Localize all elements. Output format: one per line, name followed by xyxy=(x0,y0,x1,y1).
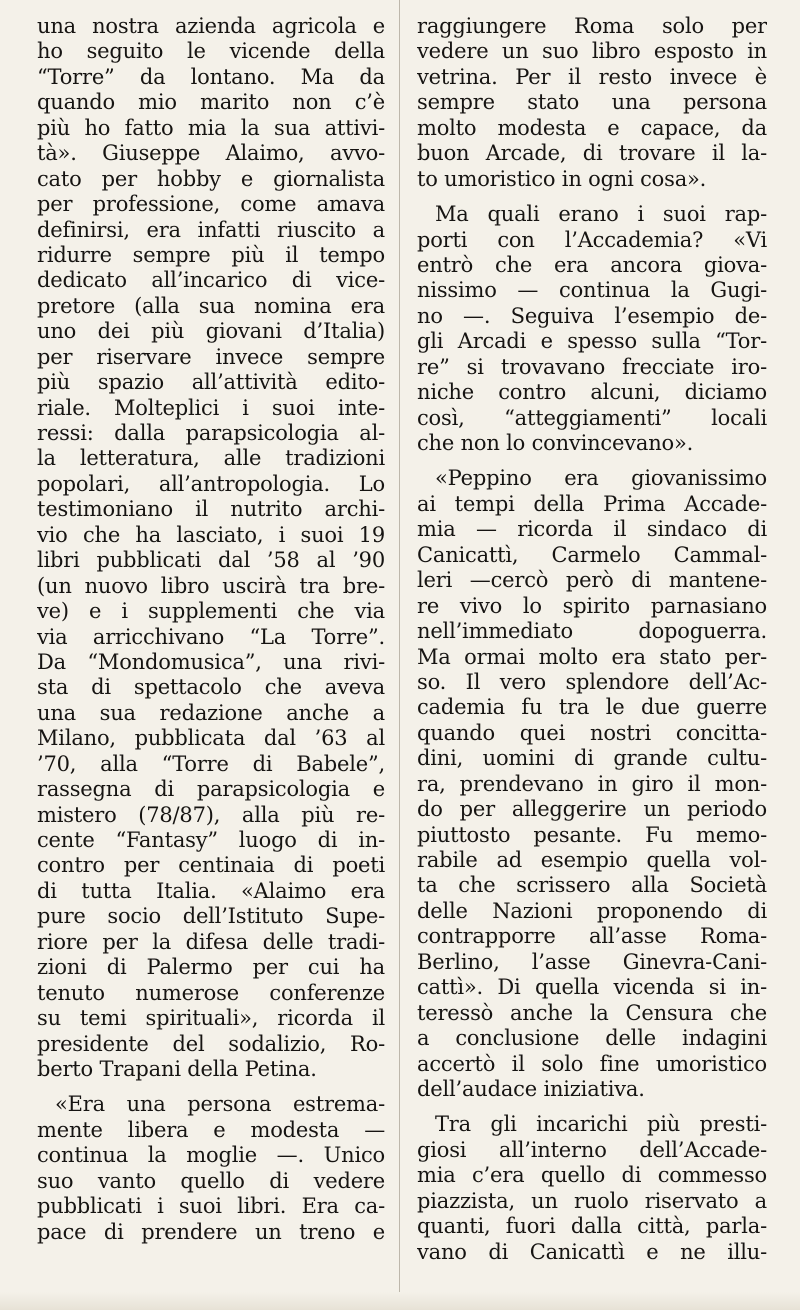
text-line: la letteratura, alle tradizioni xyxy=(37,446,385,471)
text-line: ai tempi della Prima Accade- xyxy=(417,491,767,516)
text-line: molto modesta e capace, da xyxy=(417,115,767,140)
text-line: Tra gli incarichi più presti- xyxy=(435,1112,767,1137)
text-line: giosi all’interno dell’Accade- xyxy=(417,1137,767,1162)
text-line: per riservare invece sempre xyxy=(37,344,385,369)
text-line: contrapporre all’asse Roma- xyxy=(417,924,767,949)
text-line: definirsi, era infatti riuscito a xyxy=(37,217,385,242)
text-line: una nostra azienda agricola e xyxy=(37,14,385,38)
right-column xyxy=(417,14,767,1265)
text-line: sta di spettacolo che aveva xyxy=(37,675,385,700)
text-line: Ma quali erano i suoi rap- xyxy=(435,202,767,227)
text-line: quando mio marito non c’è xyxy=(37,90,385,115)
text-line: ridurre sempre più il tempo xyxy=(37,242,385,267)
text-line: (un nuovo libro uscirà tra bre- xyxy=(37,573,385,598)
text-line: to umoristico in ogni cosa». xyxy=(417,166,707,191)
text-line: Milano, pubblicata dal ’63 al xyxy=(37,726,385,751)
text-line: niche contro alcuni, diciamo xyxy=(417,380,767,405)
text-line: ta che scrissero alla Società xyxy=(417,873,767,898)
text-line: più spazio all’attività edito- xyxy=(37,370,385,395)
text-line: leri —cercò però di mantene- xyxy=(417,568,767,593)
text-line: tà». Giuseppe Alaimo, avvo- xyxy=(37,141,385,166)
text-line: via arricchivano “La Torre”. xyxy=(37,624,385,649)
text-line: testimoniano il nutrito archi- xyxy=(37,497,385,522)
text-line: presidente del sodalizio, Ro- xyxy=(37,1031,385,1056)
text-line: delle Nazioni proponendo di xyxy=(417,898,767,923)
text-line: su temi spirituali», ricorda il xyxy=(37,1006,385,1031)
text-line: zioni di Palermo per cui ha xyxy=(37,955,385,980)
text-line: «Peppino era giovanissimo xyxy=(435,466,767,491)
text-line: dell’audace iniziativa. xyxy=(417,1076,645,1101)
text-line: suo vanto quello di vedere xyxy=(37,1168,385,1193)
text-line: mia c’era quello di commesso xyxy=(417,1163,767,1188)
text-line: cademia fu tra le due guerre xyxy=(417,695,767,720)
text-line: quando quei nostri concitta- xyxy=(417,720,767,745)
text-line: Ma ormai molto era stato per- xyxy=(417,644,767,669)
text-line: berto Trapani della Petina. xyxy=(37,1056,317,1081)
text-line: pretore (alla sua nomina era xyxy=(37,293,385,318)
text-line: continua la moglie —. Unico xyxy=(37,1143,385,1168)
text-line: quanti, fuori dalla città, parla- xyxy=(417,1214,767,1239)
paragraph-gap xyxy=(417,456,767,466)
column-divider xyxy=(399,0,400,1310)
text-line: Da “Mondomusica”, una rivi- xyxy=(37,649,385,674)
text-line: pure socio dell’Istituto Supe- xyxy=(37,904,385,929)
text-line: rassegna di parapsicologia e xyxy=(37,777,385,802)
text-line: vano di Canicattì e ne illu- xyxy=(417,1239,767,1264)
text-line: pace di prendere un treno e xyxy=(37,1219,385,1244)
text-line: nissimo — continua la Gugi- xyxy=(417,278,767,303)
text-line: cente “Fantasy” luogo di in- xyxy=(37,828,385,852)
text-line: cattì». Di quella vicenda si in- xyxy=(417,975,767,1000)
text-line: che non lo convincevano». xyxy=(417,431,694,455)
text-line: porti con l’Accademia? «Vi xyxy=(417,227,767,252)
left-column xyxy=(37,14,385,1245)
text-line: pubblicati i suoi libri. Era ca- xyxy=(37,1194,385,1219)
text-line: Berlino, l’asse Ginevra-Cani- xyxy=(417,949,767,974)
text-line: nell’immediato dopoguerra. xyxy=(417,619,767,644)
text-line: teressò anche la Censura che xyxy=(417,1000,767,1025)
text-line: per professione, come amava xyxy=(37,192,385,217)
text-line: vedere un suo libro esposto in xyxy=(417,39,767,64)
text-line: piazzista, un ruolo riservato a xyxy=(417,1188,767,1213)
page-bottom-edge xyxy=(0,1292,800,1310)
text-line: so. Il vero splendore dell’Ac- xyxy=(417,669,767,694)
text-line: una sua redazione anche a xyxy=(37,700,385,725)
text-line: Canicattì, Carmelo Cammal- xyxy=(417,542,767,567)
text-line: «Era una persona estrema- xyxy=(55,1092,385,1117)
text-line: ve) e i supplementi che via xyxy=(37,599,385,624)
text-line: vetrina. Per il resto invece è xyxy=(417,64,767,89)
text-line: tenuto numerose conferenze xyxy=(37,980,385,1005)
text-line: ra, prendevano in giro il mon- xyxy=(417,771,767,796)
text-line: a conclusione delle indagini xyxy=(417,1026,767,1051)
text-line: mistero (78/87), alla più re- xyxy=(37,802,385,827)
text-line: più ho fatto mia la sua attivi- xyxy=(37,115,385,140)
text-line: riale. Molteplici i suoi inte- xyxy=(37,395,385,420)
text-line: così, “atteggiamenti” locali xyxy=(417,405,767,430)
text-line: libri pubblicati dal ’58 al ’90 xyxy=(37,548,385,573)
text-line: re” si trovavano frecciate iro- xyxy=(417,354,767,379)
text-line: gli Arcadi e spesso sulla “Tor- xyxy=(417,329,767,354)
text-line: ho seguito le vicende della xyxy=(37,39,385,64)
text-line: riore per la difesa delle tradi- xyxy=(37,929,385,954)
text-line: piuttosto pesante. Fu memo- xyxy=(417,822,767,847)
text-line: do per alleggerire un periodo xyxy=(417,797,767,822)
paragraph-gap xyxy=(37,1082,385,1092)
text-line: entrò che era ancora giova- xyxy=(417,252,767,277)
paragraph-gap xyxy=(417,192,767,202)
text-line: contro per centinaia di poeti xyxy=(37,853,385,878)
text-line: dini, uomini di grande cultu- xyxy=(417,746,767,771)
text-line: rabile ad esempio quella vol- xyxy=(417,848,767,872)
text-line: raggiungere Roma solo per xyxy=(417,14,767,38)
text-line: mia — ricorda il sindaco di xyxy=(417,517,767,542)
text-line: popolari, all’antropologia. Lo xyxy=(37,471,385,496)
text-line: no —. Seguiva l’esempio de- xyxy=(417,303,767,328)
text-line: dedicato all’incarico di vice- xyxy=(37,268,385,293)
paragraph-gap xyxy=(417,1102,767,1112)
text-line: uno dei più giovani d’Italia) xyxy=(37,319,385,344)
text-line: buon Arcade, di trovare il la- xyxy=(417,141,767,166)
text-line: “Torre” da lontano. Ma da xyxy=(37,64,385,89)
text-line: re vivo lo spirito parnasiano xyxy=(417,593,767,618)
text-line: cato per hobby e giornalista xyxy=(37,166,385,191)
text-line: sempre stato una persona xyxy=(417,90,767,115)
text-line: accertò il solo fine umoristico xyxy=(417,1051,767,1076)
text-line: ’70, alla “Torre di Babele”, xyxy=(37,751,385,776)
text-line: vio che ha lasciato, i suoi 19 xyxy=(37,522,385,547)
text-line: ressi: dalla parapsicologia al- xyxy=(37,421,385,445)
text-line: di tutta Italia. «Alaimo era xyxy=(37,878,385,903)
text-line: mente libera e modesta — xyxy=(37,1117,385,1142)
